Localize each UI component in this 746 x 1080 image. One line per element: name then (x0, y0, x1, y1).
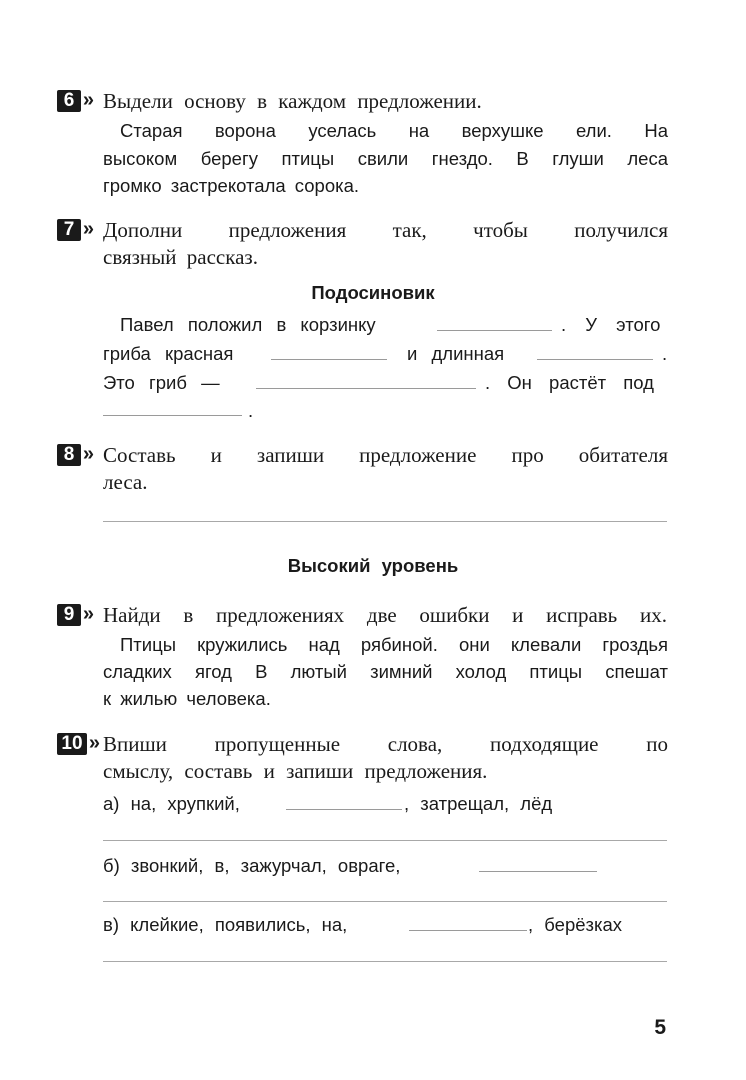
task-10-item-c-start: в) клейкие, появились, на, (103, 914, 348, 935)
fill-blank-8[interactable] (409, 930, 527, 931)
task-6-text-line-2: высоком берегу птицы свили гнездо. В глуши леса (103, 148, 668, 169)
task-10-instruction-line-2: смыслу, составь и запиши предложения. (103, 759, 488, 783)
fill-blank-1[interactable] (437, 330, 552, 331)
task-10-item-c-end: , берёзках (528, 914, 623, 935)
fill-blank-7[interactable] (479, 871, 597, 872)
task-7-instruction-line-2: связный рассказ. (103, 245, 258, 269)
task-9-text-line-2: сладких ягод В лютый зимний холод птицы спешат (103, 661, 668, 682)
task-7-line-3-start: Это гриб — (103, 372, 220, 393)
story-title: Подосиновик (311, 282, 435, 303)
task-8-instruction-line-2: леса. (103, 470, 148, 494)
task-7-instruction-line-1: Дополни предложения так, чтобы получился (103, 218, 668, 242)
task-6-number-badge: 6 » (57, 90, 81, 112)
task-9-text-line-3: к жилью человека. (103, 688, 271, 709)
task-9-number-badge: 9 » (57, 604, 81, 626)
task-10-item-b: б) звонкий, в, зажурчал, овраге, (103, 855, 401, 876)
task-6-text-line-3: громко застрекотала сорока. (103, 175, 360, 196)
task-10-item-a-end: , затрещал, лёд (404, 793, 553, 814)
task-6-text-line-1: Старая ворона уселась на верхушке ели. На (120, 120, 668, 141)
answer-line-item-a[interactable] (103, 840, 667, 841)
task-8-number-badge: 8 » (57, 444, 81, 466)
fill-blank-5[interactable] (103, 415, 242, 416)
page-number: 5 (654, 1016, 666, 1039)
task-7-line-3-end: . Он растёт под (485, 372, 654, 393)
task-9-instruction: Найди в предложениях две ошибки и исправь их. (103, 603, 667, 627)
answer-line-item-b[interactable] (103, 901, 667, 902)
task-8-instruction-line-1: Составь и запиши предложение про обитателя (103, 443, 668, 467)
task-7-line-1-end: . У этого (561, 314, 661, 335)
fill-blank-2[interactable] (271, 359, 387, 360)
task-7-line-1-start: Павел положил в корзинку (120, 314, 376, 335)
task-7-line-2-start: гриба красная (103, 343, 234, 364)
task-7-line-4-end: . (248, 400, 254, 421)
task-7-line-2-end: . (662, 343, 668, 364)
task-7-number-badge: 7 » (57, 219, 81, 241)
task-6-instruction: Выдели основу в каждом предложении. (103, 89, 482, 113)
answer-line-item-c[interactable] (103, 961, 667, 962)
task-7-line-2-middle: и длинная (407, 343, 505, 364)
task-10-item-a-start: а) на, хрупкий, (103, 793, 240, 814)
task-10-number-badge: 10 » (57, 733, 87, 755)
fill-blank-6[interactable] (286, 809, 402, 810)
task-10-instruction-line-1: Впиши пропущенные слова, подходящие по (103, 732, 668, 756)
answer-line-task-8[interactable] (103, 521, 667, 522)
fill-blank-4[interactable] (256, 388, 476, 389)
fill-blank-3[interactable] (537, 359, 653, 360)
section-heading-high-level: Высокий уровень (287, 555, 459, 576)
task-9-text-line-1: Птицы кружились над рябиной. они клевали гроздья (120, 634, 668, 655)
